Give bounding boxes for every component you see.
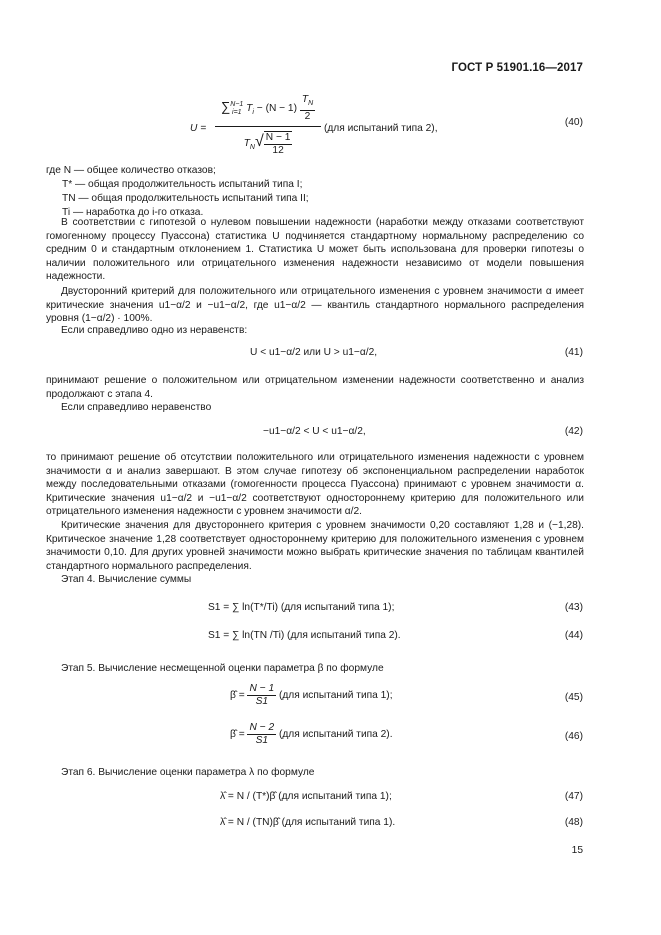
where-line-1: где N — общее количество отказов; (46, 165, 216, 176)
equation-47: λ̂ = N / (T*)β̂ (для испытаний типа 1); (220, 791, 392, 802)
equation-45: β̂ = $\frac{N - 1}{S1}$ (для испытаний типа 1); (230, 683, 393, 707)
paragraph-5: Если справедливо неравенство (61, 402, 212, 413)
equation-41-number: (41) (564, 347, 583, 358)
equation-42-number: (42) (564, 426, 583, 437)
equation-41: U < u1−α/2 или U > u1−α/2, (250, 347, 378, 358)
equation-44: S1 = ∑ ln(TN /Ti) (для испытаний типа 2). (208, 630, 401, 641)
equation-45-number: (45) (564, 692, 583, 703)
where-line-4: Ti — наработка до i-го отказа. (62, 207, 204, 218)
where-line-3: TN — общая продолжительность испытаний типа II; (62, 193, 309, 204)
stage-4-heading: Этап 4. Вычисление суммы (61, 574, 192, 585)
paragraph-3: Если справедливо одно из неравенств: (61, 325, 248, 336)
paragraph-7: Критические значения для двустороннего критерия с уровнем значимости 0,20 составляют 1,28 и (−1,28). Критическое значение 1,28 соответствует одностороннему критерию для положительного изменения с уровнем значимости 0,10. Для других уровней значимости можно выбрать критические значения по таблицам квантилей стандартного нормального распределения. (46, 520, 584, 572)
paragraph-1: В соответствии с гипотезой о нулевом повышении надежности (наработки между отказами соответствуют гомогенному процессу Пуассона) статистика U подчиняется стандартному нормальному распределению со средним 0 и стандартным отклонением 1. Статистика U может быть использована для проверки гипотезы о наличии положительного или отрицательного изменения надежности независимо от модели повышения надежности. (46, 217, 584, 283)
equation-48: λ̂ = N / (TN)β̂ (для испытаний типа 1). (220, 817, 396, 828)
stage-6-heading: Этап 6. Вычисление оценки параметра λ по формуле (61, 767, 315, 778)
equation-44-number: (44) (564, 630, 583, 641)
where-line-2: T* — общая продолжительность испытаний типа I; (62, 179, 303, 190)
equation-46: β̂ = $\frac{N - 2}{S1}$ (для испытаний типа 2). (230, 722, 393, 746)
equation-48-number: (48) (564, 817, 583, 828)
equation-46-number: (46) (564, 731, 583, 742)
equation-42: −u1−α/2 < U < u1−α/2, (263, 426, 366, 437)
paragraph-4: принимают решение о положительном или отрицательном изменении надежности соответственно и анализ продолжают с этапа 4. (46, 375, 584, 400)
equation-43: S1 = ∑ ln(T*/Ti) (для испытаний типа 1); (208, 602, 395, 613)
equation-40: U = ∑ N−1 i=1 $T_i - (N - 1)$ $\frac{T_N}{2}$ $T_N√$ $\frac{N - 1}{12}$ (для испытаний типа 2), (190, 94, 438, 156)
equation-43-number: (43) (564, 602, 583, 613)
equation-40-number: (40) (564, 117, 583, 128)
equation-47-number: (47) (564, 791, 583, 802)
page-number: 15 (571, 845, 583, 856)
stage-5-heading: Этап 5. Вычисление несмещенной оценки параметра β по формуле (61, 663, 384, 674)
paragraph-6: то принимают решение об отсутствии положительного или отрицательного изменения надежности с уровнем значимости α и анализ завершают. В этом случае гипотезу об экспоненциальном распределении наработок между последовательными отказами (гомогенности процесса Пуассона) принимают с уровнем значимости α. Критические значения u1−α/2 и −u1−α/2 соответствуют одностороннему критерию для положительного или отрицательного изменения надежности с уровнем значимости α/2. (46, 452, 584, 518)
paragraph-2: Двусторонний критерий для положительного или отрицательного изменения с уровнем значимости α имеет критические значения u1−α/2 и −u1−α/2, где u1−α/2 — квантиль стандартного нормального распределения уровня (1−α/2) · 100%. (46, 286, 584, 325)
document-header: ГОСТ Р 51901.16—2017 (451, 62, 583, 74)
